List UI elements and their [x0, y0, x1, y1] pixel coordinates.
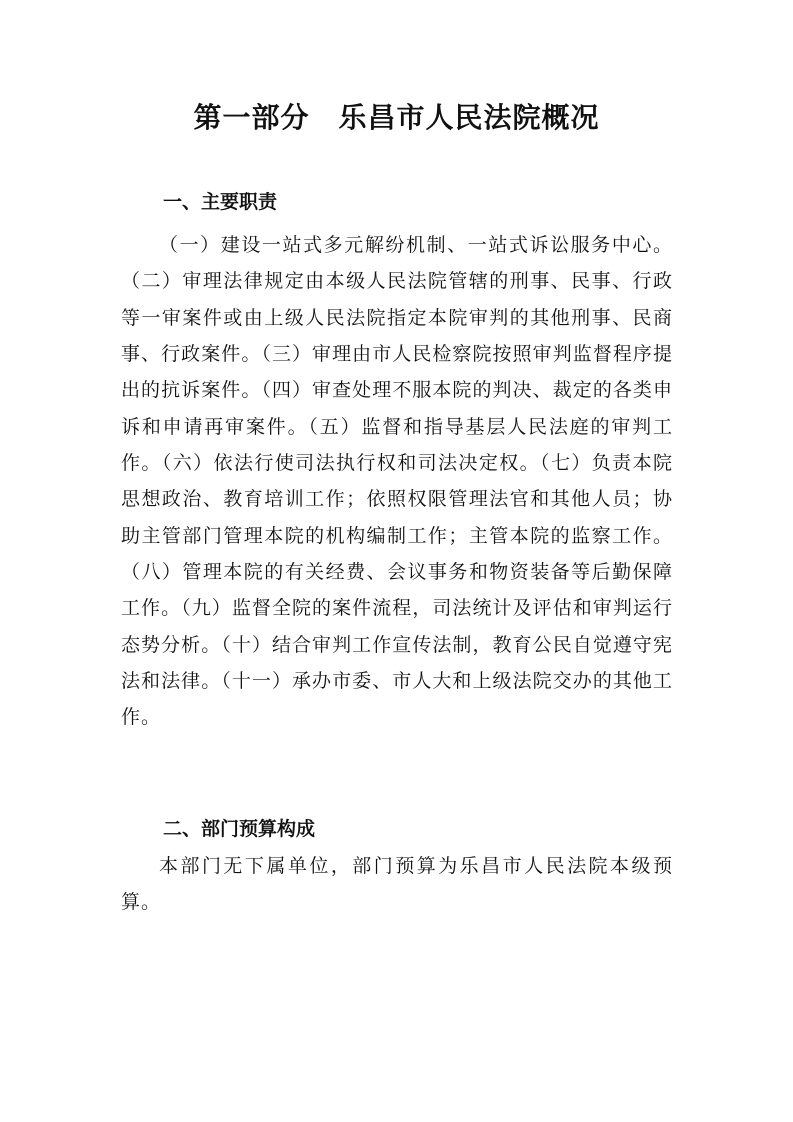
section-heading-budget-composition: 二、部门预算构成: [163, 818, 316, 840]
section-heading-main-duties: 一、主要职责: [163, 191, 278, 213]
page-title: 第一部分 乐昌市人民法院概况: [193, 101, 600, 134]
section-paragraph-budget-composition: 本部门无下属单位，部门预算为乐昌市人民法院本级预算。: [121, 855, 673, 914]
section-paragraph-main-duties: （一）建设一站式多元解纷机制、一站式诉讼服务中心。（二）审理法律规定由本级人民法院管辖的刑事、民事、行政等一审案件或由上级人民法院指定本院审判的其他刑事、民商事、行政案件。（三）审理由市人民检察院按照审判监督程序提出的抗诉案件。（四）审查处理不服本院的判决、裁定的各类申诉和申请再审案件。（五）监督和指导基层人民法庭的审判工作。（六）依法行使司法执行权和司法决定权。（七）负责本院思想政治、教育培训工作；依照权限管理法官和其他人员；协助主管部门管理本院的机构编制工作；主管本院的监察工作。（八）管理本院的有关经费、会议事务和物资装备等后勤保障工作。（九）监督全院的案件流程，司法统计及评估和审判运行态势分析。（十）结合审判工作宣传法制，教育公民自觉遵守宪法和法律。（十一）承办市委、市人大和上级法院交办的其他工作。: [121, 234, 673, 729]
